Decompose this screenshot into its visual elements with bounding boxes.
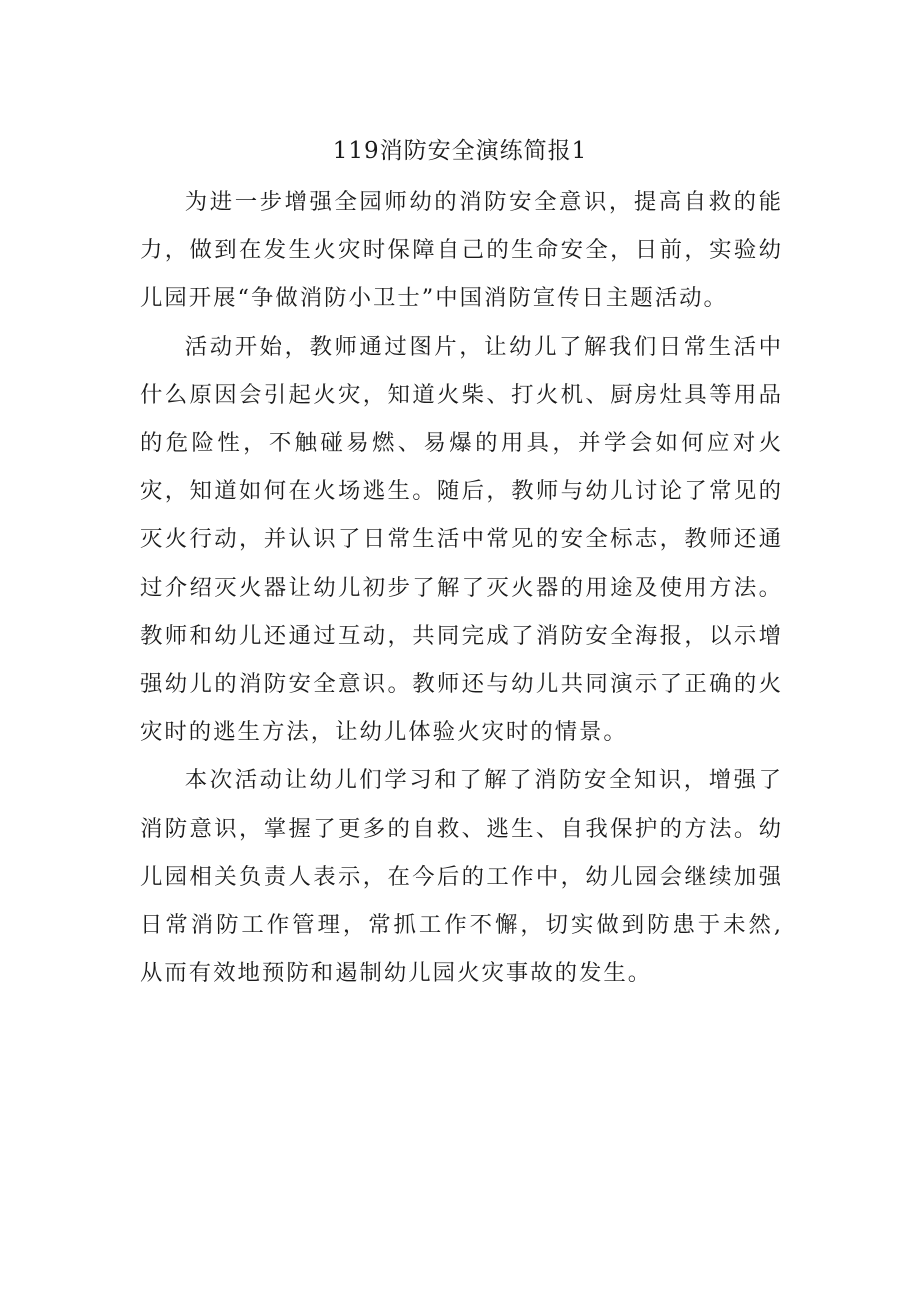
document-body [140, 178, 783, 997]
paragraph-intro: 为进一步增强全园师幼的消防安全意识，提高自救的能力，做到在发生火灾时保障自己的生命安全，日前，实验幼儿园开展“争做消防小卫士”中国消防宣传日主题活动。 [140, 189, 783, 312]
paragraph-activity: 活动开始，教师通过图片，让幼儿了解我们日常生活中什么原因会引起火灾，知道火柴、打火机、厨房灶具等用品的危险性，不触碰易燃、易爆的用具，并学会如何应对火灾，知道如何在火场逃生。随后，教师与幼儿讨论了常见的灭火行动，并认识了日常生活中常见的安全标志，教师还通过介绍灭火器让幼儿初步了解了灭火器的用途及使用方法。教师和幼儿还通过互动，共同完成了消防安全海报，以示增强幼儿的消防安全意识。教师还与幼儿共同演示了正确的火灾时的逃生方法，让幼儿体验火灾时的情景。 [140, 333, 783, 746]
paragraph-summary: 本次活动让幼儿们学习和了解了消防安全知识，增强了消防意识，掌握了更多的自救、逃生、自我保护的方法。幼儿园相关负责人表示，在今后的工作中，幼儿园会继续加强日常消防工作管理，常抓工作不懈，切实做到防患于未然,从而有效地预防和遏制幼儿园火灾事故的发生。 [140, 767, 783, 987]
document-title: 119消防安全演练简报1 [332, 138, 588, 164]
